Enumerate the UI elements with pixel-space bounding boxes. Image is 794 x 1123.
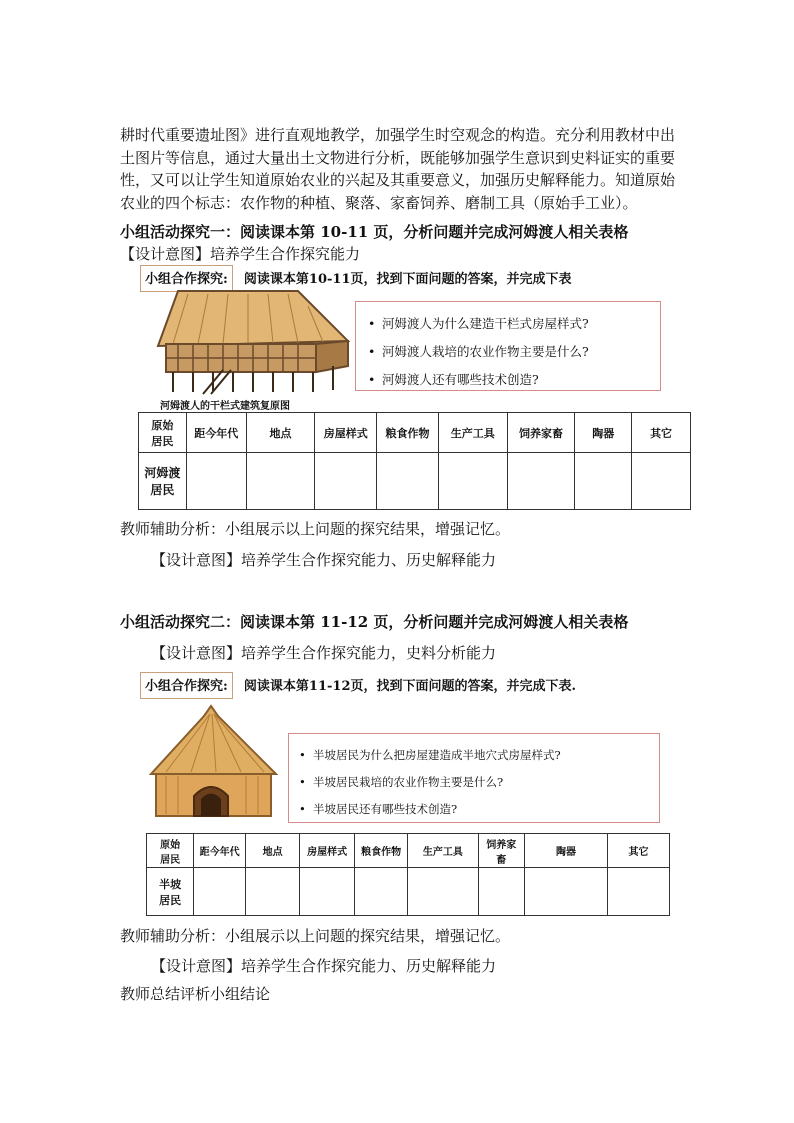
table-row xyxy=(147,868,670,916)
question-item: • 半坡居民还有哪些技术创造? xyxy=(299,802,458,816)
section1-intent: 【设计意图】培养学生合作探究能力 xyxy=(120,245,361,263)
section1-analysis: 教师辅助分析：小组展示以上问题的探究结果，增强记忆。 xyxy=(120,520,511,538)
table-cell xyxy=(524,868,607,916)
table-cell xyxy=(300,868,355,916)
row-label: 半坡 居民 xyxy=(147,868,194,916)
table-header-cell: 其它 xyxy=(632,413,691,453)
table-header-cell: 生产工具 xyxy=(408,834,479,868)
table-header-cell: 饲养家畜 xyxy=(507,413,575,453)
table-header-cell: 房屋样式 xyxy=(315,413,377,453)
table-cell xyxy=(246,453,315,510)
table-header-cell: 距今年代 xyxy=(194,834,246,868)
illustration-caption: 河姆渡人的干栏式建筑复原图 xyxy=(160,401,290,412)
table-header-cell: 生产工具 xyxy=(438,413,507,453)
question-item: • 河姆渡人还有哪些技术创造? xyxy=(368,372,539,387)
table-cell xyxy=(246,868,300,916)
banner-title: 小组合作探究: xyxy=(140,265,233,292)
section1-questions-box xyxy=(355,301,661,391)
section2-heading: 小组活动探究二：阅读课本第 11-12 页，分析问题并完成河姆渡人相关表格 xyxy=(120,613,629,631)
section2-table xyxy=(146,833,670,916)
question-item: • 河姆渡人栽培的农业作物主要是什么? xyxy=(368,344,589,359)
table-header-cell: 距今年代 xyxy=(186,413,246,453)
table-header-cell: 地点 xyxy=(246,413,315,453)
section1-heading: 小组活动探究一：阅读课本第 10-11 页，分析问题并完成河姆渡人相关表格 xyxy=(120,223,629,241)
section2-questions-box xyxy=(288,733,660,823)
table-cell xyxy=(194,868,246,916)
table-cell xyxy=(315,453,377,510)
banner-title: 小组合作探究: xyxy=(140,672,233,699)
table-header-cell: 陶器 xyxy=(524,834,607,868)
section1-intent2: 【设计意图】培养学生合作探究能力、历史解释能力 xyxy=(151,551,497,569)
table-header-cell: 原始 居民 xyxy=(147,834,194,868)
table-header-cell: 粮食作物 xyxy=(377,413,439,453)
table-cell xyxy=(186,453,246,510)
section2-analysis: 教师辅助分析：小组展示以上问题的探究结果，增强记忆。 xyxy=(120,927,511,945)
table-header-cell: 陶器 xyxy=(575,413,632,453)
question-item: • 半坡居民为什么把房屋建造成半地穴式房屋样式? xyxy=(299,748,561,762)
table-cell xyxy=(355,868,408,916)
intro-paragraph: 耕时代重要遗址图》进行直观地教学，加强学生时空观念的构造。充分利用教材中出土图片等信息，通过大量出土文物进行分析，既能够加强学生意识到史料证实的重要性，又可以让学生知道原始农业的兴起及其重要意义，加强历史解释能力。知道原始农业的四个标志：农作物的种植、聚落、家畜饲养、磨制工具（原始手工业）。 xyxy=(120,126,676,212)
table-cell xyxy=(632,453,691,510)
table-cell xyxy=(438,453,507,510)
table-header-cell: 粮食作物 xyxy=(355,834,408,868)
table-cell xyxy=(377,453,439,510)
section2-banner xyxy=(140,672,576,699)
table-header-cell: 房屋样式 xyxy=(300,834,355,868)
section2-intent2: 【设计意图】培养学生合作探究能力、历史解释能力 xyxy=(151,957,497,975)
section1-table xyxy=(138,412,691,510)
section2-intent: 【设计意图】培养学生合作探究能力，史料分析能力 xyxy=(151,644,497,662)
question-item: • 河姆渡人为什么建造干栏式房屋样式? xyxy=(368,316,589,331)
table-header-cell: 其它 xyxy=(608,834,670,868)
row-label: 河姆渡 居民 xyxy=(139,453,187,510)
table-cell xyxy=(575,453,632,510)
section2-summary: 教师总结评析小组结论 xyxy=(120,985,271,1003)
banner-text: 阅读课本第11-12页，找到下面问题的答案，并完成下表. xyxy=(243,679,577,694)
table-header-cell: 饲养家 畜 xyxy=(478,834,524,868)
table-header-cell: 原始 居民 xyxy=(139,413,187,453)
table-header-cell: 地点 xyxy=(246,834,300,868)
semi-subterranean-hut-illustration xyxy=(146,704,281,822)
table-cell xyxy=(408,868,479,916)
table-cell xyxy=(507,453,575,510)
banner-text: 阅读课本第10-11页，找到下面问题的答案，并完成下表 xyxy=(243,272,572,287)
question-item: • 半坡居民栽培的农业作物主要是什么? xyxy=(299,775,504,789)
table-cell xyxy=(478,868,524,916)
table-row xyxy=(139,453,691,510)
table-cell xyxy=(608,868,670,916)
stilt-house-illustration xyxy=(148,286,353,396)
